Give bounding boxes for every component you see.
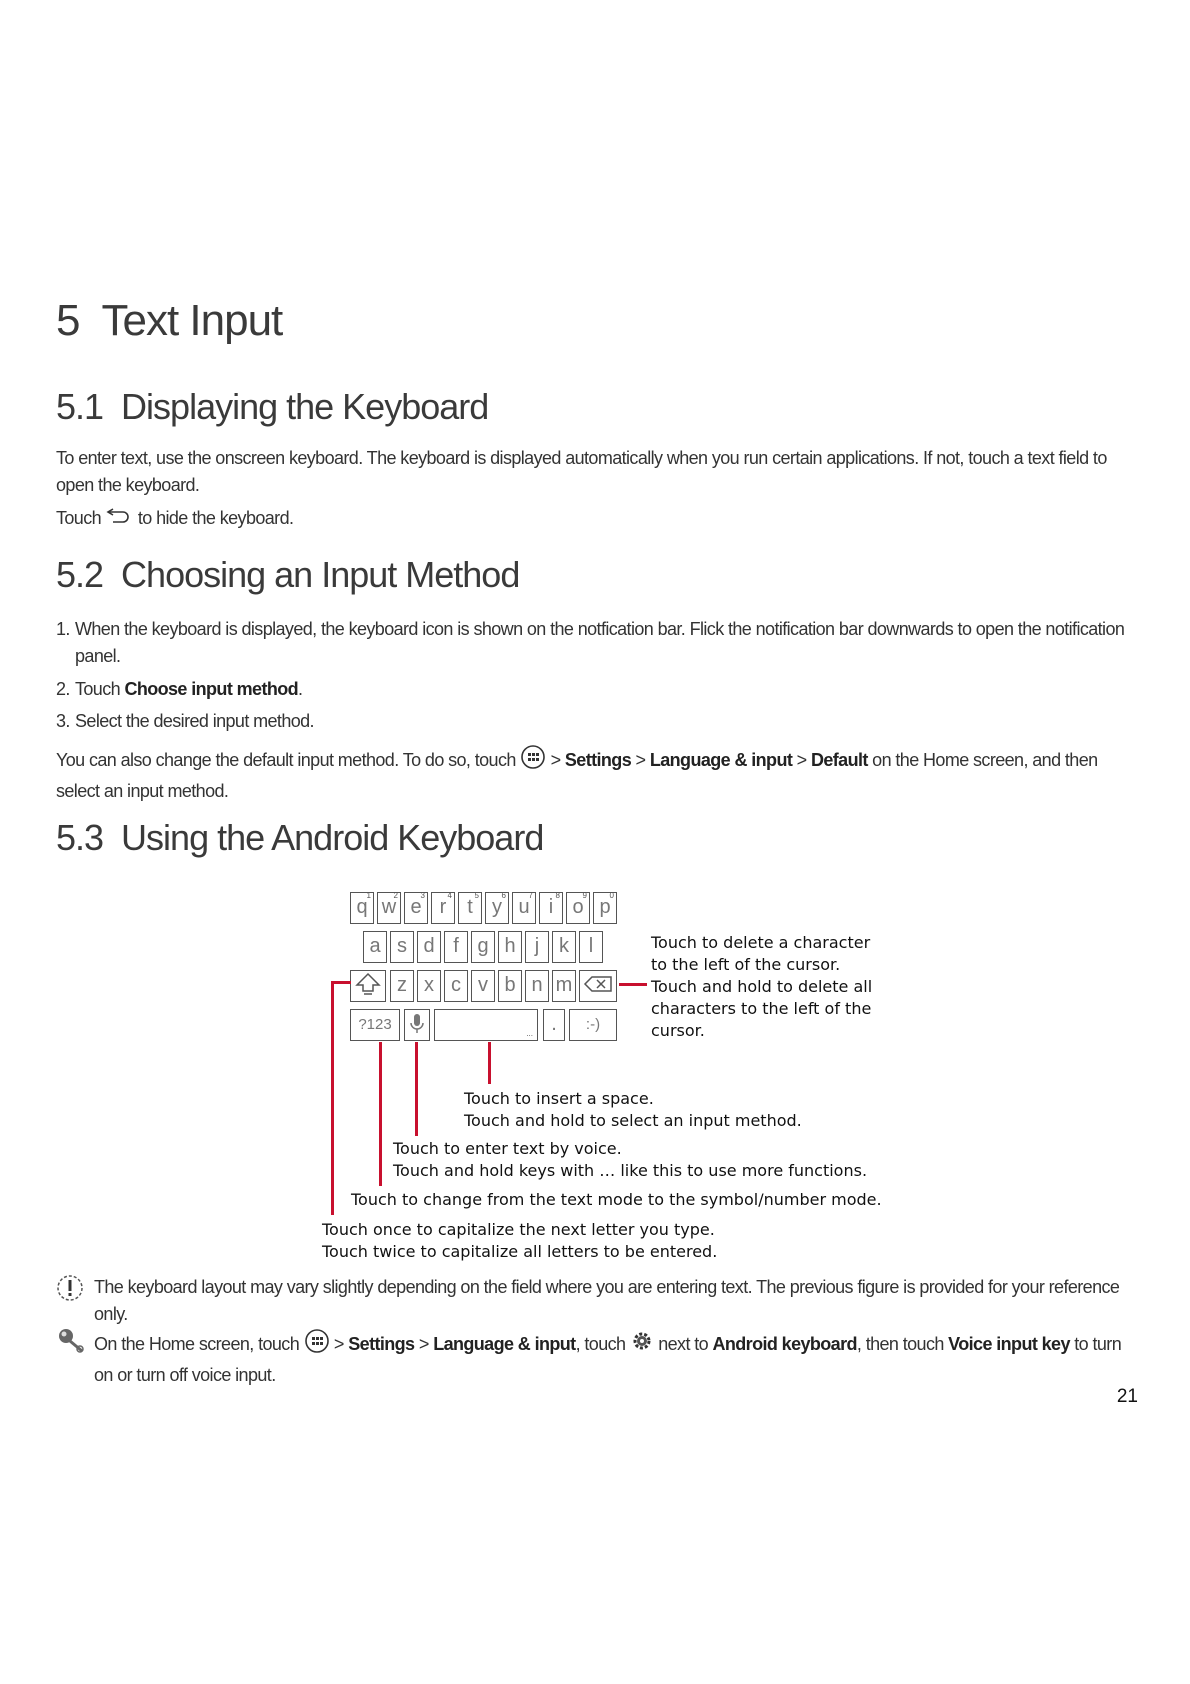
- key-l: l: [579, 931, 603, 963]
- tip-icon: [56, 1327, 86, 1360]
- callout-text: cursor.: [651, 1021, 705, 1040]
- callout-line-shift: [331, 981, 334, 1215]
- list-number: 1.: [56, 619, 70, 639]
- page-number: 21: [1116, 1386, 1138, 1407]
- key-sup: 3: [420, 891, 425, 900]
- callout-voice: [393, 1138, 867, 1182]
- callout-delete: [651, 932, 872, 1042]
- back-icon: [105, 505, 133, 533]
- key-label: t: [467, 896, 473, 918]
- bold-text: Default: [810, 749, 868, 770]
- key-p: [593, 892, 617, 924]
- callout-symbol: Touch to change from the text mode to the symbol/number mode.: [351, 1190, 882, 1209]
- voice-key: [404, 1009, 430, 1041]
- text: Touch: [56, 508, 102, 528]
- list-text: When the keyboard is displayed, the keyboard icon is shown on the notfication bar. Flick the notification bar downwards to open the notification: [75, 619, 1125, 639]
- key-label: u: [518, 896, 530, 918]
- callout-line-delete: [619, 983, 647, 986]
- callout-line-shift-h: [331, 981, 351, 984]
- callout-text: Touch twice to capitalize all letters to be entered.: [322, 1242, 718, 1261]
- key-w: [377, 892, 401, 924]
- callout-line-voice: [415, 1042, 418, 1136]
- list-item: [56, 616, 1141, 670]
- key-label: o: [572, 896, 584, 918]
- section-number: 5.3: [56, 817, 104, 858]
- text: On the Home screen, touch: [94, 1333, 300, 1354]
- list-text: Touch: [75, 679, 125, 699]
- more-mark: ...: [526, 1029, 533, 1038]
- shift-icon: [354, 971, 382, 997]
- key-sup: 1: [366, 891, 371, 900]
- key-label: e: [410, 896, 422, 918]
- section-heading-5-3: [56, 817, 543, 859]
- space-key: [434, 1009, 538, 1041]
- key-q: [350, 892, 374, 924]
- bold-text: Voice input key: [948, 1333, 1070, 1354]
- callout-text: Touch and hold to delete all: [651, 977, 873, 996]
- text: on the Home screen, and then select an input method.: [56, 749, 1098, 801]
- note-text: The keyboard layout may vary slightly depending on the field where you are entering text. The previous figure is provided for your reference only.: [94, 1277, 1120, 1324]
- key-r: [431, 892, 455, 924]
- text: >: [329, 1333, 349, 1354]
- key-h: h: [498, 931, 522, 963]
- bold-text: Settings: [564, 749, 632, 770]
- text: , touch: [575, 1333, 626, 1354]
- key-z: z: [390, 970, 414, 1002]
- key-m: m: [552, 970, 576, 1002]
- callout-line-space: [488, 1042, 491, 1084]
- section-heading-5-1: [56, 386, 488, 428]
- key-sup: 0: [609, 891, 614, 900]
- callout-text: Touch to enter text by voice.: [393, 1139, 622, 1158]
- key-sup: 7: [528, 891, 533, 900]
- list-number: 2.: [56, 679, 70, 699]
- shift-key: [350, 970, 386, 1002]
- list-text: .: [298, 679, 303, 699]
- key-label: p: [599, 896, 611, 918]
- callout-text: to the left of the cursor.: [651, 955, 841, 974]
- section-title: Choosing an Input Method: [121, 554, 520, 595]
- callout-shift: [322, 1219, 717, 1263]
- paragraph-default-method: [56, 744, 1141, 805]
- section-number: 5.1: [56, 386, 104, 427]
- section-heading-5-2: [56, 554, 519, 596]
- bold-text: Language & input: [649, 749, 793, 770]
- bold-text: Language & input: [433, 1333, 576, 1354]
- text: >: [546, 749, 565, 770]
- key-label: y: [492, 896, 502, 918]
- chapter-title-text: Text Input: [101, 296, 283, 345]
- bold-text: Choose input method: [124, 679, 299, 699]
- paragraph-hide-keyboard: [56, 505, 1141, 533]
- text: >: [792, 749, 811, 770]
- key-label: r: [439, 896, 447, 918]
- key-g: g: [471, 931, 495, 963]
- key-c: c: [444, 970, 468, 1002]
- key-sup: 6: [501, 891, 506, 900]
- callout-text: Touch and hold to select an input method.: [464, 1111, 802, 1130]
- paragraph: To enter text, use the onscreen keyboard. The keyboard is displayed automatically when you run certain applications. If not, touch a text field to open the keyboard.: [56, 448, 1107, 495]
- callout-space: [464, 1088, 802, 1132]
- section-title: Displaying the Keyboard: [121, 386, 489, 427]
- key-k: k: [552, 931, 576, 963]
- key-x: x: [417, 970, 441, 1002]
- text: >: [414, 1333, 434, 1354]
- text: , then touch: [856, 1333, 949, 1354]
- key-y: [485, 892, 509, 924]
- list-number: 3.: [56, 711, 70, 731]
- chapter-title: [56, 296, 282, 346]
- text: to hide the keyboard.: [137, 508, 294, 528]
- list-text-continued: panel.: [75, 646, 121, 666]
- key-s: s: [390, 931, 414, 963]
- key-sup: 4: [447, 891, 452, 900]
- key-label: w: [381, 896, 397, 918]
- key-n: n: [525, 970, 549, 1002]
- key-label: q: [356, 896, 368, 918]
- key-o: [566, 892, 590, 924]
- keyboard-figure: [350, 892, 625, 1047]
- list-item: [56, 708, 1141, 735]
- settings-gear-icon: [630, 1329, 654, 1361]
- callout-line-symbol: [379, 1042, 382, 1186]
- apps-icon: [304, 1328, 330, 1362]
- key-b: b: [498, 970, 522, 1002]
- key-sup: 9: [582, 891, 587, 900]
- callout-text: characters to the left of the: [651, 999, 872, 1018]
- section-number: 5.2: [56, 554, 104, 595]
- callout-text: Touch once to capitalize the next letter you type.: [322, 1220, 715, 1239]
- apps-icon: [520, 744, 546, 778]
- key-a: a: [363, 931, 387, 963]
- bold-text: Android keyboard: [712, 1333, 857, 1354]
- list-text: Select the desired input method.: [75, 711, 314, 731]
- chapter-number: 5: [56, 296, 80, 345]
- key-j: j: [525, 931, 549, 963]
- key-t: [458, 892, 482, 924]
- callout-text: Touch to delete a character: [651, 933, 871, 952]
- text: You can also change the default input method. To do so, touch: [56, 749, 516, 770]
- key-v: v: [471, 970, 495, 1002]
- key-u: [512, 892, 536, 924]
- key-label: i: [548, 896, 554, 918]
- key-sup: 5: [474, 891, 479, 900]
- text: to turn on or turn off voice input.: [94, 1333, 1122, 1385]
- delete-key: [579, 970, 617, 1002]
- warning-icon: [56, 1274, 84, 1307]
- key-d: d: [417, 931, 441, 963]
- callout-text: Touch to insert a space.: [464, 1089, 654, 1108]
- list-item: [56, 676, 1141, 703]
- key-sup: 2: [393, 891, 398, 900]
- period-key: .: [543, 1009, 565, 1041]
- microphone-icon: [407, 1010, 427, 1038]
- bold-text: Settings: [348, 1333, 415, 1354]
- text: next to: [653, 1333, 713, 1354]
- callout-text: Touch and hold keys with … like this to use more functions.: [393, 1161, 868, 1180]
- text: >: [631, 749, 650, 770]
- section-title: Using the Android Keyboard: [121, 817, 544, 858]
- smiley-key: :-): [569, 1009, 617, 1041]
- key-i: [539, 892, 563, 924]
- key-f: f: [444, 931, 468, 963]
- symbol-key: ?123: [350, 1009, 400, 1041]
- tip-text: [94, 1328, 1144, 1389]
- key-sup: 8: [555, 891, 560, 900]
- key-e: [404, 892, 428, 924]
- backspace-icon: [582, 971, 614, 997]
